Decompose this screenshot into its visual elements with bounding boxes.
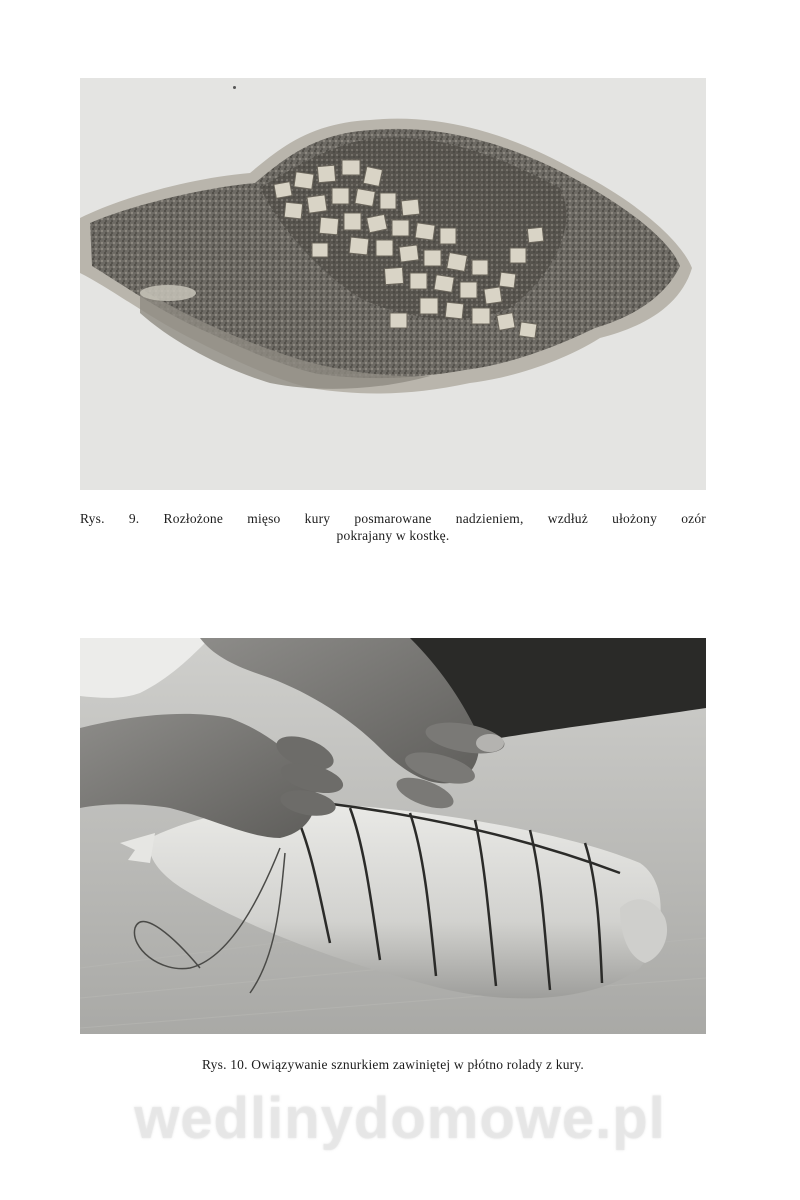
figure-9-photo xyxy=(80,78,706,490)
figure-9-caption xyxy=(80,510,706,544)
figure-10-caption: Rys. 10. Owiązywanie sznurkiem zawiniętej w płótno rolady z kury. xyxy=(202,1057,584,1072)
watermark: wedlinydomowe.pl xyxy=(134,1086,666,1151)
tying-roulade-illustration xyxy=(80,638,706,1034)
print-speck xyxy=(233,86,236,89)
figure-9-caption-line2: pokrajany w kostkę. xyxy=(336,528,450,543)
chicken-meat-illustration xyxy=(80,78,706,490)
figure-9-caption-line1: Rys. 9. Rozłożone mięso kury posmarowane nadzieniem, wzdłuż ułożony ozór xyxy=(80,511,706,526)
figure-10-photo xyxy=(80,638,706,1034)
